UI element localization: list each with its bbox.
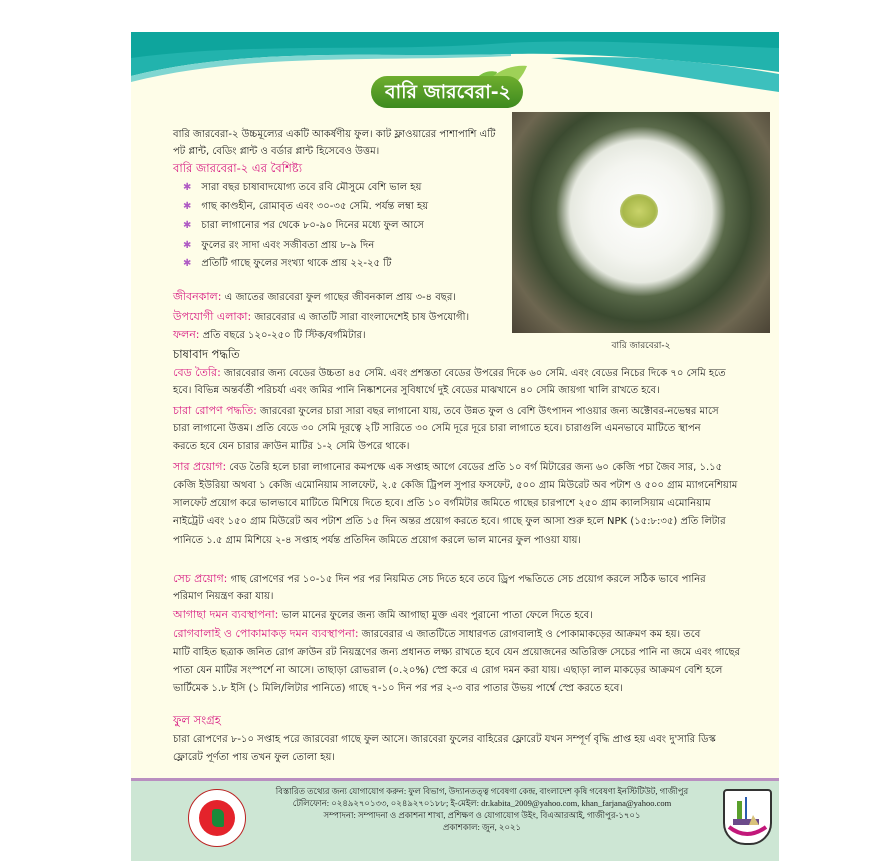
info-label: ফলন:	[173, 328, 200, 341]
section-line	[173, 366, 726, 381]
footer-published: প্রকাশকাল: জুন, ২০২১	[442, 822, 522, 832]
section-line	[173, 404, 719, 419]
star-bullet-icon: ✱	[183, 182, 192, 193]
feature-text: গাছ কাণ্ডহীন, রোমাবৃত এবং ৩০-৩৫ সেমি. পর্যন্ত লম্বা হয়	[201, 201, 429, 212]
footer-editor: সম্পাদনা: সম্পাদনা ও প্রকাশনা শাখা, প্রশিক্ষণ ও যোগাযোগ উইং, বিএআরআই, গাজীপুর-১৭০১	[323, 810, 641, 820]
section-label: আগাছা দমন ব্যবস্থাপনা:	[173, 608, 279, 621]
section-text: পরিমাণ নিয়ন্ত্রণ করা যায়।	[173, 591, 274, 602]
info-label: উপযোগী এলাকা:	[173, 310, 252, 323]
section-text: চারা লাগানো উত্তম। প্রতি বেডে ৩০ সেমি দূরত্বে ২টি সারিতে ৩০ সেমি দূরে দূরে চারা লাগাতে হবে। চারাগুলি এমনভাবে মাটিতে স্থাপন	[173, 423, 701, 434]
government-seal-logo	[188, 789, 246, 847]
section-text: করতে হবে যেন চারার ক্রাউন মাটির ১-২ সেমি উপরে থাকে।	[173, 441, 410, 452]
feature-text: সারা বছর চাষাবাদযোগ্য তবে রবি মৌসুমে বেশি ভাল হয়	[201, 182, 422, 193]
feature-text: ফুলের রং সাদা এবং সজীবতা প্রায় ৮-৯ দিন	[201, 240, 375, 251]
section-line	[173, 479, 737, 493]
section-line	[173, 590, 273, 604]
harvest-line: চারা রোপণের ৮-১০ সপ্তাহ পরে জারবেরা গাছে ফুল আসে। জারবেরা ফুলের বাহিরের ফ্লোরেট যখন সম্পূর্ণ বৃদ্ধি প্রাপ্ত হয় এবং দু'সারি ডিস্ক	[173, 734, 716, 745]
harvest-heading: ফুল সংগ্রহ	[173, 713, 221, 727]
feature-item	[183, 181, 421, 195]
section-line	[173, 572, 706, 587]
section-text: হবে। বিভিন্ন অন্তর্বর্তী পরিচর্যা এবং জমির পানি নিষ্কাশনের সুবিধার্থে দুই বেডের মাঝখানে ৪০ সেমি জায়গা খালি রাখতে হবে।	[173, 385, 660, 396]
section-label: সেচ প্রয়োগ:	[173, 572, 228, 585]
footer-contact: বিস্তারিত তথ্যের জন্য যোগাযোগ করুন: ফুল বিভাগ, উদ্যানতত্ত্ব গবেষণা কেন্দ্র, বাংলাদেশ কৃষি গবেষণা ইনস্টিটিউট, গাজীপুর	[275, 786, 689, 796]
footer	[131, 778, 779, 861]
flower-center	[620, 194, 658, 228]
info-yield	[173, 328, 366, 343]
section-line	[173, 608, 593, 623]
section-line	[173, 627, 700, 642]
section-text: পানিতে ১.৫ গ্রাম মিশিয়ে ২-৪ সপ্তাহ পর্যন্ত প্রতিদিন জমিতে প্রয়োগ করলে ভাল মানের ফুল পাওয়া যায়।	[173, 535, 581, 546]
star-bullet-icon: ✱	[183, 258, 192, 269]
section-text: পাতা যেন মাটির সংস্পর্শে না আসে। তাছাড়া রোভরাল (০.২০%) স্প্রে করে এ রোগ দমন করা যায়। এছাড়া লাল মাকড়ের আক্রমণ বেশি হলে	[173, 665, 723, 676]
section-line	[173, 682, 623, 696]
section-text: ভাল মানের ফুলের জন্য জমি আগাছা মুক্ত এবং পুরানো পাতা ফেলে দিতে হবে।	[281, 610, 593, 621]
section-line	[173, 422, 701, 436]
section-line	[173, 460, 722, 475]
info-label: জীবনকাল:	[173, 290, 222, 303]
section-line	[173, 497, 711, 511]
harvest-line: ফ্লোরেট পূর্ণতা পায় তখন ফুল তোলা হয়।	[173, 752, 336, 763]
section-text: ভার্টিমেক ১.৮ ইসি (১ মিলি/লিটার পানিতে) গাছে ৭-১০ দিন পর পর ২-৩ বার পাতার উভয় পার্শ্বে স্প্রে করতে হবে।	[173, 683, 623, 694]
section-line	[173, 384, 660, 398]
section-text: জারবেরা ফুলের চারা সারা বছর লাগানো যায়, তবে উন্নত ফুল ও বেশি উৎপাদন পাওয়ার জন্য অক্টোবর-নভেম্বর মাসে	[260, 406, 719, 417]
gerbera-flower-photo	[512, 112, 770, 333]
section-text: কেজি ইউরিয়া অথবা ১ কেজি এমোনিয়াম সালফেট, ২.৫ কেজি ট্রিপল সুপার ফসফেট, ৫০০ গ্রাম মিউরেট অব পটাশ ও ৫০০ গ্রাম ম্যাগনেশিয়াম	[173, 480, 738, 491]
section-line	[173, 664, 722, 678]
intro-line: পট প্লান্ট, বেডিং প্লান্ট ও বর্ডার প্লান্ট হিসেবেও উত্তম।	[173, 146, 380, 157]
section-label: রোগবালাই ও পোকামাকড় দমন ব্যবস্থাপনা:	[173, 627, 359, 640]
info-text: প্রতি বছরে ১২০-২৫০ টি স্টিক/বর্গমিটার।	[202, 330, 366, 341]
leaflet-page	[131, 32, 779, 861]
feature-item	[183, 200, 428, 214]
bari-logo	[723, 789, 772, 845]
feature-text: প্রতিটি গাছে ফুলের সংখ্যা থাকে প্রায় ২২-২৫ টি	[201, 258, 392, 269]
section-label: বেড তৈরি:	[173, 366, 221, 379]
section-text: জারবেরার জন্য বেডের উচ্চতা ৪৫ সেমি. এবং প্রশস্ততা বেডের উপরের দিকে ৬০ সেমি. এবং বেডের নিচের দিকে ৭০ সেমি হতে	[223, 368, 726, 379]
features-heading: বারি জারবেরা-২ এর বৈশিষ্ট্য	[173, 161, 303, 175]
method-heading: চাষাবাদ পদ্ধতি	[173, 347, 240, 361]
feature-text: চারা লাগানোর পর থেকে ৮০-৯০ দিনের মধ্যে ফুল আসে	[201, 220, 424, 231]
info-lifespan	[173, 290, 456, 305]
star-bullet-icon: ✱	[183, 220, 192, 231]
feature-item	[183, 239, 374, 253]
section-text: গাছ রোপণের পর ১০-১৫ দিন পর পর নিয়মিত সেচ দিতে হবে তবে ড্রিপ পদ্ধতিতে সেচ প্রয়োগ করলে সঠিক ভাবে পানির	[230, 574, 706, 585]
section-text: সালফেট প্রয়োগ করে ভালভাবে মাটিতে মিশিয়ে দিতে হবে। প্রতি ১০ বর্গমিটার জমিতে গাছের চারপাশে ২৫০ গ্রাম ক্যালসিয়াম এমোনিয়াম	[173, 498, 711, 509]
info-text: এ জাতের জারবেরা ফুল গাছের জীবনকাল প্রায় ৩-৪ বছর।	[224, 292, 456, 303]
section-line	[173, 515, 726, 529]
star-bullet-icon: ✱	[183, 240, 192, 251]
footer-phone-email: টেলিফোন: ০২৪৯২৭০১৩৩, ০২৪৯২৭০১৮৮; ই-মেইল: dr.kabita_2009@yahoo.com, khan_farjana@yahoo.com	[292, 798, 672, 808]
feature-item	[183, 257, 391, 271]
section-text: নাইট্রেট এবং ১৫০ গ্রাম মিউরেট অব পটাশ প্রতি ১৫ দিন অন্তর প্রয়োগ করতে হবে। গাছে ফুল আসা শুরু হলে NPK (১৫:৮:৩৫) প্রতি লিটার	[173, 516, 726, 527]
section-line	[173, 646, 740, 660]
section-label: চারা রোপণ পদ্ধতি:	[173, 404, 257, 417]
page-title: বারি জারবেরা-২	[371, 76, 523, 108]
photo-caption: বারি জারবেরা-২	[611, 341, 671, 351]
feature-item	[183, 219, 424, 233]
info-text: জারবেরার এ জাতটি সারা বাংলাদেশেই চাষ উপযোগী।	[254, 312, 470, 323]
section-line	[173, 534, 581, 548]
star-bullet-icon: ✱	[183, 201, 192, 212]
info-area	[173, 310, 469, 325]
section-text: জারবেরার এ জাতটিতে সাধারণত রোগবালাই ও পোকামাকড়ের আক্রমণ কম হয়। তবে	[361, 629, 701, 640]
section-line	[173, 440, 409, 454]
section-text: মাটি বাহিত ছত্রাক জনিত রোগ ক্রাউন রট নিয়ন্ত্রণের জন্য প্রধানত লক্ষ্য রাখতে হবে যেন প্রয়োজনের অতিরিক্ত সেচের পানি না জমে এবং গাছের	[173, 647, 741, 658]
section-text: বেড তৈরি হলে চারা লাগানোর কমপক্ষে এক সপ্তাহ আগে বেডের প্রতি ১০ বর্গ মিটারের জন্য ৬০ কেজি পচা জৈব সার, ১.১৫	[229, 462, 723, 473]
intro-line: বারি জারবেরা-২ উচ্চমূল্যের একটি আকর্ষণীয় ফুল। কাট ফ্লাওয়ারের পাশাপাশি এটি	[173, 129, 496, 140]
section-label: সার প্রয়োগ:	[173, 460, 227, 473]
